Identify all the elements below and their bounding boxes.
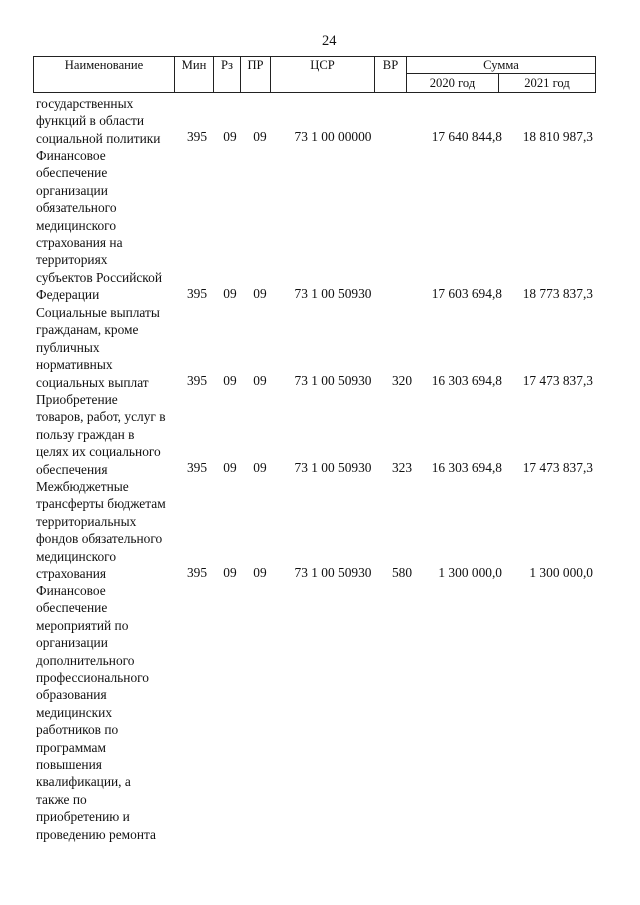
cell-sum-2020: 16 303 694,8 [431, 373, 502, 388]
cell-vr: 323 [391, 460, 413, 475]
cell-sum-2020: 16 303 694,8 [431, 460, 502, 475]
row-name: Финансовое обеспечение мероприятий по организации дополнительного профессионального образования медицинских работников по программам повышения квалификации, а также по приобретению и проведению ремонта [36, 583, 156, 842]
header-vr: ВР [375, 57, 407, 93]
cell-rz: 09 [223, 565, 237, 580]
row-name: Приобретение товаров, работ, услуг в пользу граждан в целях их социального обеспечения [36, 392, 166, 477]
cell-vr: 580 [391, 565, 413, 580]
cell-rz: 09 [223, 373, 237, 388]
header-name: Наименование [34, 57, 175, 93]
row-name: Межбюджетные трансферты бюджетам территориальных фондов обязательного медицинского страхования [36, 479, 166, 582]
row-values [0, 460, 640, 477]
cell-sum-2020: 17 640 844,8 [431, 129, 502, 144]
header-sum: Сумма [407, 57, 596, 74]
cell-sum-2021: 18 773 837,3 [522, 286, 593, 301]
cell-sum-2021: 18 810 987,3 [522, 129, 593, 144]
row-name: Социальные выплаты гражданам, кроме публичных нормативных социальных выплат [36, 305, 160, 390]
cell-pr: 09 [253, 565, 267, 580]
cell-rz: 09 [223, 460, 237, 475]
row-values [0, 286, 640, 303]
cell-pr: 09 [253, 460, 267, 475]
cell-min: 395 [186, 460, 208, 475]
row-values [0, 565, 640, 582]
header-year-2021: 2021 год [499, 74, 596, 93]
row-name: государственных функций в области социальной политики [36, 96, 161, 146]
table-header [33, 56, 596, 93]
cell-sum-2021: 1 300 000,0 [529, 565, 593, 580]
cell-sum-2020: 1 300 000,0 [438, 565, 502, 580]
cell-csr: 73 1 00 50930 [294, 565, 372, 580]
cell-pr: 09 [253, 373, 267, 388]
header-year-2020: 2020 год [407, 74, 499, 93]
row-name: Финансовое обеспечение организации обязательного медицинского страхования на территориях субъектов Российской Федерации [36, 148, 162, 303]
row-values [0, 373, 640, 390]
cell-csr: 73 1 00 50930 [294, 373, 372, 388]
header-rz: Рз [214, 57, 241, 93]
cell-sum-2021: 17 473 837,3 [522, 460, 593, 475]
cell-csr: 73 1 00 50930 [294, 286, 372, 301]
cell-min: 395 [186, 565, 208, 580]
cell-min: 395 [186, 129, 208, 144]
cell-sum-2020: 17 603 694,8 [431, 286, 502, 301]
cell-csr: 73 1 00 50930 [294, 460, 372, 475]
cell-csr: 73 1 00 00000 [294, 129, 372, 144]
cell-sum-2021: 17 473 837,3 [522, 373, 593, 388]
header-csr: ЦСР [271, 57, 375, 93]
cell-rz: 09 [223, 286, 237, 301]
cell-vr: 320 [391, 373, 413, 388]
header-pr: ПР [241, 57, 271, 93]
page-number: 24 [322, 33, 337, 49]
header-min: Мин [175, 57, 214, 93]
cell-pr: 09 [253, 286, 267, 301]
row-values [0, 129, 640, 146]
cell-min: 395 [186, 286, 208, 301]
cell-rz: 09 [223, 129, 237, 144]
cell-min: 395 [186, 373, 208, 388]
cell-pr: 09 [253, 129, 267, 144]
